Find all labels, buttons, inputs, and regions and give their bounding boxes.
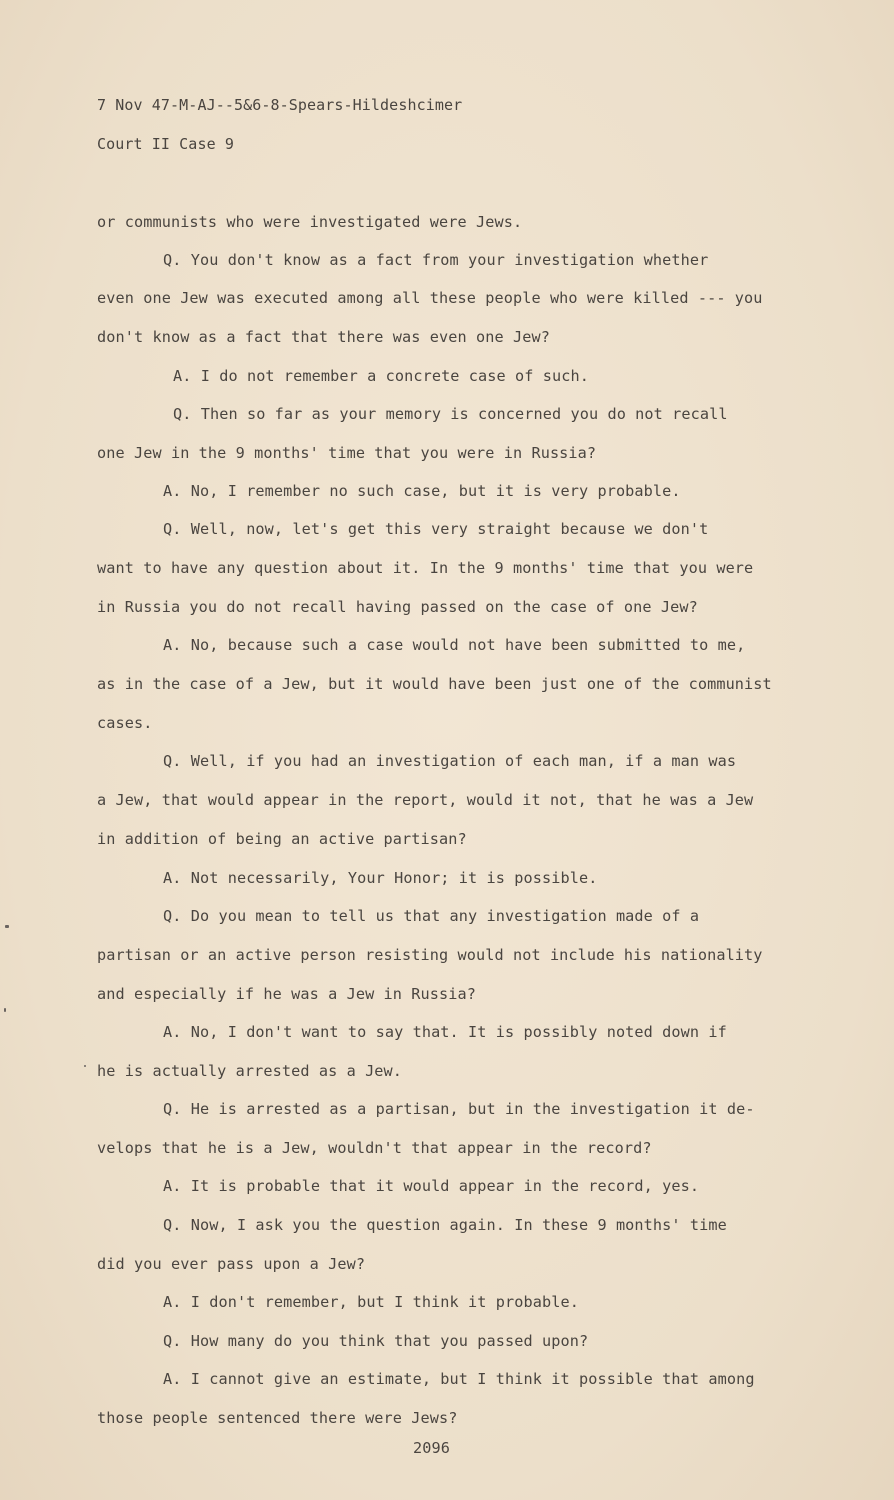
text-line: even one Jew was executed among all these people who were killed --- you (97, 289, 763, 307)
answer-line: A. No, because such a case would not have been submitted to me, (163, 636, 746, 654)
stray-mark (5, 925, 9, 928)
text-line: one Jew in the 9 months' time that you were in Russia? (97, 444, 597, 462)
header-line-2: Court II Case 9 (97, 135, 234, 153)
stray-mark (84, 1065, 86, 1067)
question-line: Q. He is arrested as a partisan, but in the investigation it de- (163, 1100, 755, 1118)
text-line: in addition of being an active partisan? (97, 830, 467, 848)
answer-line: A. No, I don't want to say that. It is possibly noted down if (163, 1023, 727, 1041)
answer-line: A. No, I remember no such case, but it is very probable. (163, 482, 681, 500)
page-number: 2096 (413, 1439, 450, 1457)
text-line: as in the case of a Jew, but it would have been just one of the communist (97, 675, 772, 693)
text-line: partisan or an active person resisting would not include his nationality (97, 946, 763, 964)
answer-line: A. I don't remember, but I think it probable. (163, 1293, 579, 1311)
text-line: velops that he is a Jew, wouldn't that appear in the record? (97, 1139, 652, 1157)
question-line: Q. Do you mean to tell us that any investigation made of a (163, 907, 700, 925)
question-line: Q. Well, now, let's get this very straight because we don't (163, 520, 709, 538)
question-line: Q. Well, if you had an investigation of each man, if a man was (163, 752, 737, 770)
question-line: Q. You don't know as a fact from your investigation whether (163, 251, 709, 269)
answer-line: A. I cannot give an estimate, but I think it possible that among (163, 1370, 755, 1388)
answer-line: A. It is probable that it would appear in the record, yes. (163, 1177, 700, 1195)
text-line: cases. (97, 714, 153, 732)
text-line: in Russia you do not recall having passed on the case of one Jew? (97, 598, 698, 616)
question-line: Q. How many do you think that you passed upon? (163, 1332, 589, 1350)
question-line: Q. Then so far as your memory is concerned you do not recall (173, 405, 728, 423)
header-line-1: 7 Nov 47-M-AJ--5&6-8-Spears-Hildeshcimer (97, 96, 463, 114)
text-line: those people sentenced there were Jews? (97, 1409, 458, 1427)
text-line: a Jew, that would appear in the report, would it not, that he was a Jew (97, 791, 754, 809)
text-line: did you ever pass upon a Jew? (97, 1255, 366, 1273)
text-line: don't know as a fact that there was even one Jew? (97, 328, 550, 346)
text-line: he is actually arrested as a Jew. (97, 1062, 403, 1080)
question-line: Q. Now, I ask you the question again. In these 9 months' time (163, 1216, 727, 1234)
answer-line: A. I do not remember a concrete case of such. (173, 367, 589, 385)
text-line: and especially if he was a Jew in Russia? (97, 985, 476, 1003)
text-line: want to have any question about it. In the 9 months' time that you were (97, 559, 754, 577)
text-line: or communists who were investigated were Jews. (97, 213, 523, 231)
answer-line: A. Not necessarily, Your Honor; it is possible. (163, 869, 598, 887)
stray-mark (4, 1008, 6, 1012)
